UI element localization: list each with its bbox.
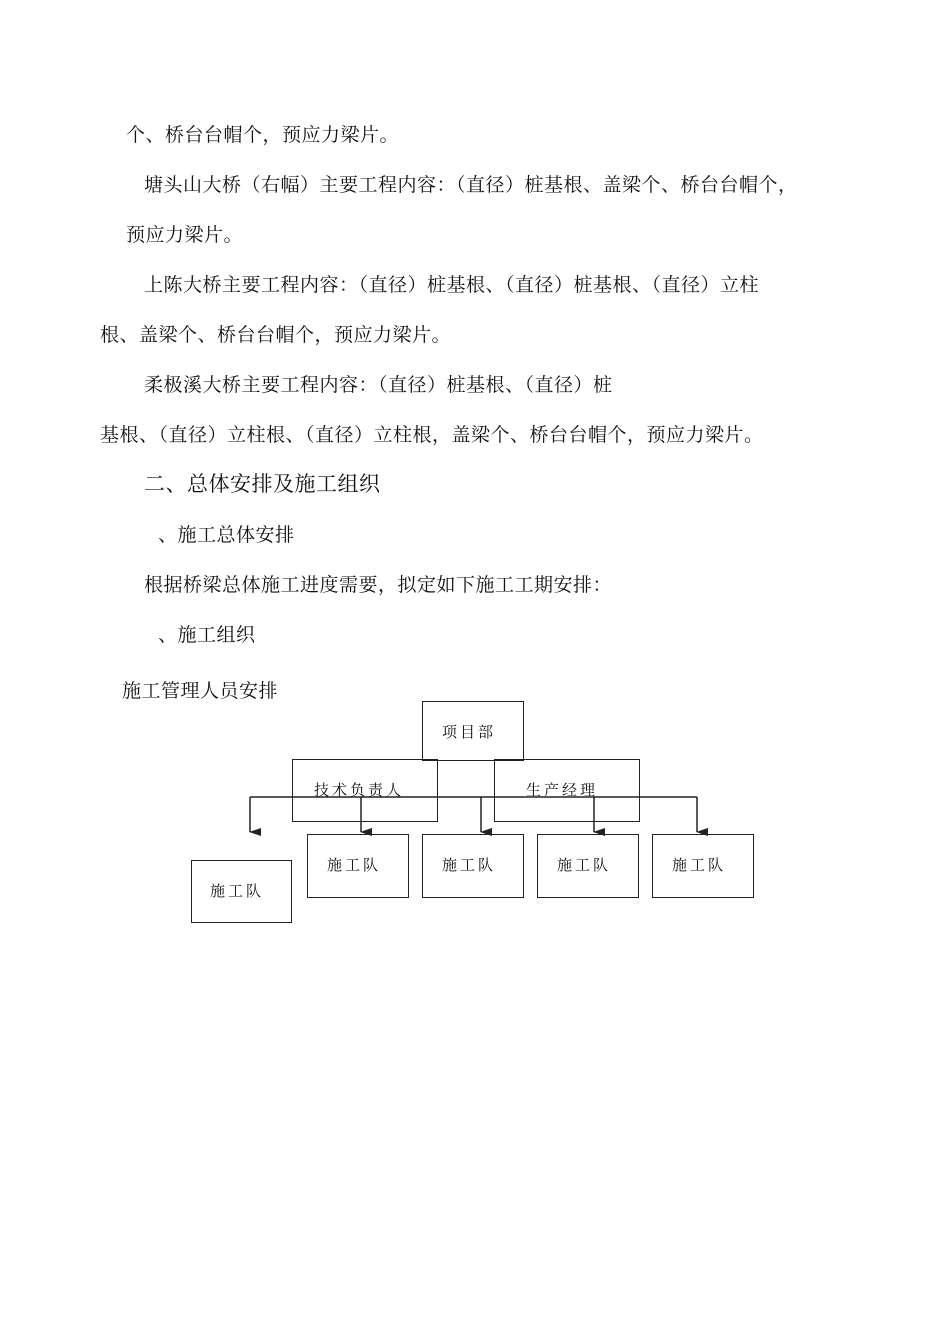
org-box-bottom-4-label: 施工队: [557, 856, 612, 874]
org-box-bottom-5-label: 施工队: [672, 856, 727, 874]
paragraph-3: 预应力梁片。: [126, 224, 244, 246]
org-box-bottom-2: [307, 834, 409, 898]
subsection-heading-1: 、施工总体安排: [158, 524, 295, 546]
org-box-mid-left: [292, 759, 438, 822]
org-box-mid-left-label: 技术负责人: [314, 781, 405, 799]
org-box-bottom-1-label: 施工队: [210, 882, 265, 900]
org-box-bottom-4: [537, 834, 639, 898]
org-box-bottom-5: [652, 834, 754, 898]
paragraph-7: 基根、（直径）立柱根、（直径）立柱根，盖梁个、桥台台帽个，预应力梁片。: [100, 424, 764, 446]
paragraph-4: 上陈大桥主要工程内容：（直径）桩基根、（直径）桩基根、（直径）立柱: [144, 274, 760, 296]
org-box-top: [422, 701, 524, 761]
org-box-bottom-3-label: 施工队: [442, 856, 497, 874]
org-box-bottom-2-label: 施工队: [327, 856, 382, 874]
org-box-top-label: 项目部: [442, 723, 497, 741]
chart-caption: 施工管理人员安排: [122, 680, 279, 702]
paragraph-1: 个、桥台台帽个，预应力梁片。: [126, 124, 400, 146]
org-box-bottom-1: [191, 860, 292, 923]
paragraph-6: 柔极溪大桥主要工程内容：（直径）桩基根、（直径）桩: [144, 374, 613, 396]
paragraph-5: 根、盖梁个、桥台台帽个，预应力梁片。: [100, 324, 452, 346]
schedule-text: 根据桥梁总体施工进度需要，拟定如下施工工期安排：: [144, 574, 613, 596]
paragraph-2: 塘头山大桥（右幅）主要工程内容：（直径）桩基根、盖梁个、桥台台帽个，: [144, 174, 798, 196]
org-box-mid-right-label: 生产经理: [526, 781, 599, 799]
org-box-mid-right: [494, 759, 640, 822]
subsection-heading-2: 、施工组织: [158, 624, 256, 646]
section-heading: 二、总体安排及施工组织: [144, 472, 381, 496]
org-box-bottom-3: [422, 834, 524, 898]
